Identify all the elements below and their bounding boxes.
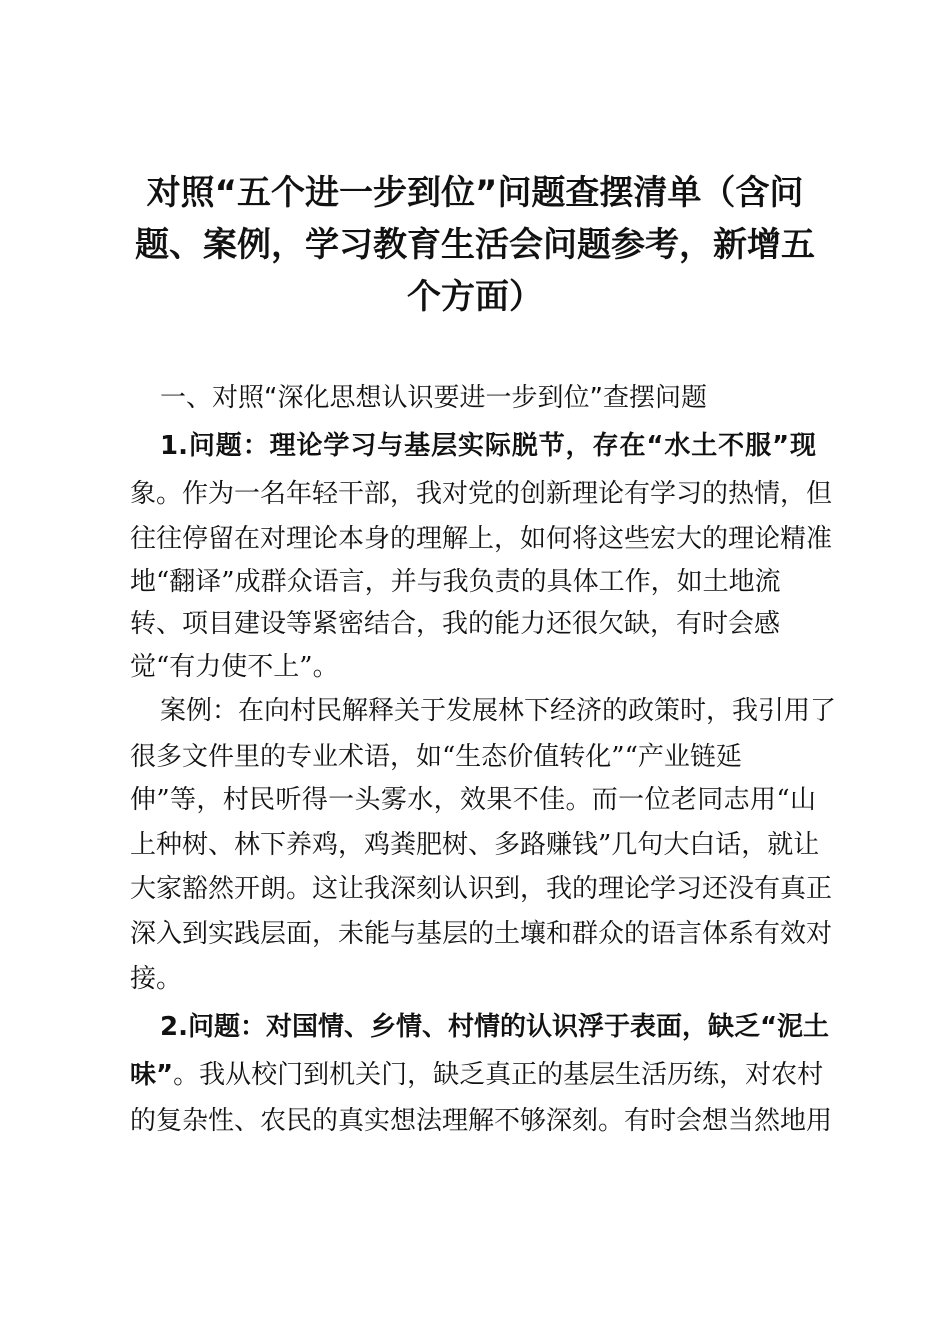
case-line: 大家豁然开朗。这让我深刻认识到，我的理论学习还没有真正 [130, 874, 833, 904]
paragraph-line: 地“翻译”成群众语言，并与我负责的具体工作，如土地流 [130, 567, 781, 597]
case-line: 接。 [130, 964, 183, 994]
paragraph-line [130, 1058, 824, 1092]
title-line: 对照“五个进一步到位”问题查摆清单（含问 [146, 173, 804, 213]
case-line: 伸”等，村民听得一头雾水，效果不佳。而一位老同志用“山 [130, 785, 816, 815]
paragraph-text: 。我从校门到机关门，缺乏真正的基层生活历练，对农村 [173, 1060, 824, 1090]
case-line: 深入到实践层面，未能与基层的土壤和群众的语言体系有效对 [130, 919, 833, 949]
problem-1-heading: 1.问题：理论学习与基层实际脱节，存在“水土不服”现 [160, 431, 816, 461]
paragraph-line: 觉“有力使不上”。 [130, 652, 339, 682]
section-heading: 一、对照“深化思想认识要进一步到位”查摆问题 [160, 383, 707, 413]
paragraph-line: 转、项目建设等紧密结合，我的能力还很欠缺，有时会感 [130, 609, 781, 639]
problem-2-heading: 2.问题：对国情、乡情、村情的认识浮于表面，缺乏“泥土 [160, 1012, 830, 1042]
title-line: 个方面） [407, 277, 543, 317]
case-line: 案例：在向村民解释关于发展林下经济的政策时，我引用了 [160, 696, 837, 726]
paragraph-line: 象。作为一名年轻干部，我对党的创新理论有学习的热情，但 [130, 479, 833, 509]
paragraph-line: 的复杂性、农民的真实想法理解不够深刻。有时会想当然地用 [130, 1106, 833, 1136]
case-line: 很多文件里的专业术语，如“生态价值转化”“产业链延 [130, 742, 742, 772]
case-line: 上种树、林下养鸡，鸡粪肥树、多路赚钱”几句大白话，就让 [130, 830, 820, 860]
title-line: 题、案例，学习教育生活会问题参考，新增五 [135, 225, 815, 265]
problem-2-heading-cont: 味” [130, 1060, 174, 1090]
paragraph-line: 往往停留在对理论本身的理解上，如何将这些宏大的理论精准 [130, 524, 833, 554]
